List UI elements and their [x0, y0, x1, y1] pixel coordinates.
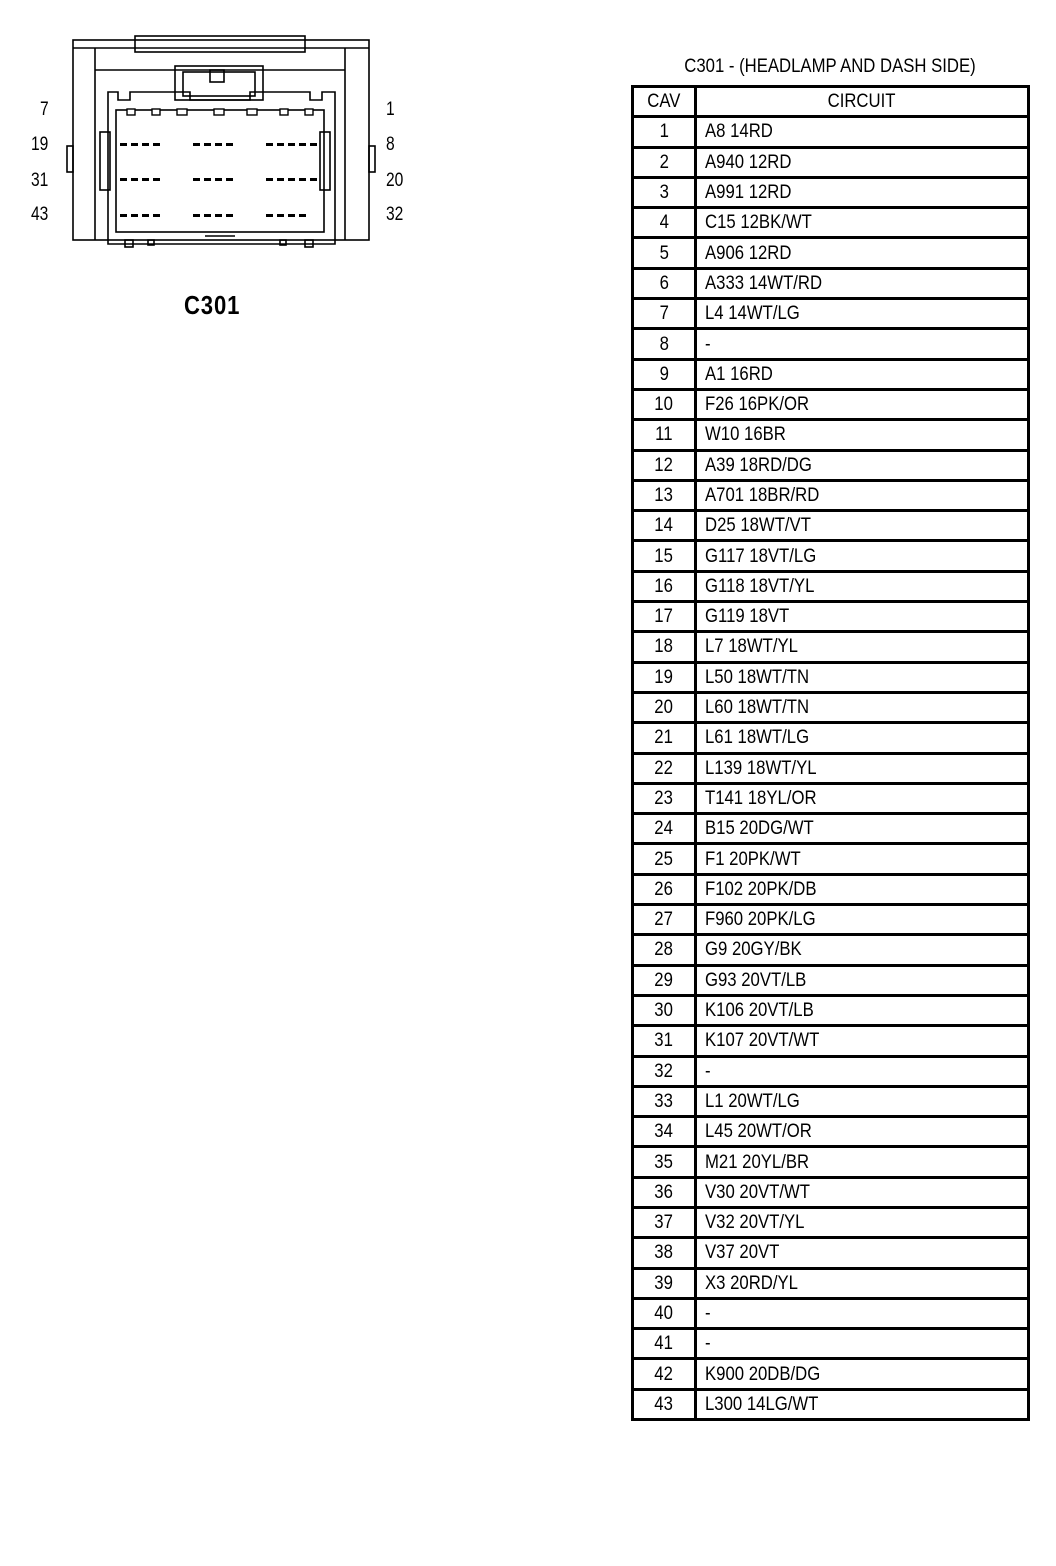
pin-label-left-2: 19 — [31, 134, 49, 155]
table-row — [633, 1238, 1029, 1268]
circuit-code: C15 12BK/WT — [705, 212, 812, 234]
circuit-code: X3 20RD/YL — [705, 1272, 798, 1294]
cav-cell — [633, 692, 696, 722]
cav-cell — [633, 874, 696, 904]
cav-number: 35 — [654, 1151, 674, 1173]
circuit-cell — [696, 783, 1029, 813]
table-row — [633, 602, 1029, 632]
circuit-cell — [696, 965, 1029, 995]
table-row — [633, 1086, 1029, 1116]
pin-label-right-4: 32 — [386, 204, 404, 225]
circuit-cell — [696, 1056, 1029, 1086]
cav-cell — [633, 1268, 696, 1298]
cav-cell — [633, 602, 696, 632]
circuit-code: F102 20PK/DB — [705, 878, 817, 900]
cav-cell — [633, 1207, 696, 1237]
cav-cell — [633, 359, 696, 389]
connector-name: C301 — [184, 290, 241, 320]
table-row — [633, 783, 1029, 813]
table-row — [633, 420, 1029, 450]
header-cav — [633, 87, 696, 117]
circuit-cell — [696, 1329, 1029, 1359]
circuit-code: L1 20WT/LG — [705, 1090, 800, 1112]
circuit-cell — [696, 662, 1029, 692]
circuit-cell — [696, 632, 1029, 662]
circuit-code: A1 16RD — [705, 363, 773, 385]
cav-number: 14 — [654, 515, 674, 537]
cav-cell — [633, 1026, 696, 1056]
circuit-code: B15 20DG/WT — [705, 818, 814, 840]
cav-cell — [633, 632, 696, 662]
circuit-code: A701 18BR/RD — [705, 485, 820, 506]
circuit-code: L139 18WT/YL — [705, 757, 817, 779]
cav-cell — [633, 450, 696, 480]
circuit-code: A333 14WT/RD — [705, 272, 823, 294]
table-row — [633, 935, 1029, 965]
table-row — [633, 753, 1029, 783]
cav-number: 8 — [659, 333, 669, 355]
table-body — [633, 117, 1029, 1420]
cav-number: 20 — [654, 697, 674, 719]
pin-label-right-1: 1 — [386, 99, 395, 120]
table-row — [633, 1177, 1029, 1207]
cav-number: 4 — [659, 212, 669, 234]
circuit-cell — [696, 1117, 1029, 1147]
table-row — [633, 1389, 1029, 1419]
circuit-cell — [696, 420, 1029, 450]
circuit-code: F1 20PK/WT — [705, 848, 801, 870]
circuit-code: - — [705, 333, 711, 355]
cav-number: 36 — [654, 1181, 674, 1203]
cav-number: 5 — [659, 242, 669, 264]
circuit-cell — [696, 602, 1029, 632]
circuit-code: - — [705, 1333, 711, 1355]
cav-cell — [633, 905, 696, 935]
circuit-cell — [696, 905, 1029, 935]
table-row — [633, 389, 1029, 419]
cav-cell — [633, 299, 696, 329]
circuit-code: V37 20VT — [705, 1242, 780, 1264]
cav-number: 6 — [659, 272, 669, 294]
cav-number: 41 — [654, 1333, 674, 1355]
circuit-cell — [696, 480, 1029, 510]
pin-label-right-2: 8 — [386, 134, 395, 155]
table-row — [633, 1329, 1029, 1359]
circuit-code: F26 16PK/OR — [705, 394, 810, 416]
circuit-cell — [696, 541, 1029, 571]
table-row — [633, 117, 1029, 147]
circuit-code: W10 16BR — [705, 424, 786, 446]
cav-cell — [633, 238, 696, 268]
cav-cell — [633, 723, 696, 753]
cav-cell — [633, 753, 696, 783]
cav-number: 25 — [654, 848, 674, 870]
circuit-cell — [696, 177, 1029, 207]
cav-number: 18 — [654, 636, 674, 658]
circuit-code: D25 18WT/VT — [705, 515, 811, 537]
circuit-cell — [696, 117, 1029, 147]
cav-number: 13 — [654, 485, 674, 506]
cav-number: 7 — [659, 303, 669, 325]
pinout-table — [631, 85, 1030, 1421]
cav-number: 15 — [654, 545, 674, 567]
cav-cell — [633, 814, 696, 844]
table-row — [633, 1147, 1029, 1177]
cav-cell — [633, 420, 696, 450]
circuit-code: V32 20VT/YL — [705, 1212, 805, 1234]
pin-label-left-3: 31 — [31, 170, 49, 191]
table-row — [633, 541, 1029, 571]
cav-number: 29 — [654, 969, 674, 991]
circuit-cell — [696, 1268, 1029, 1298]
circuit-code: - — [705, 1060, 711, 1082]
table-row — [633, 1117, 1029, 1147]
cav-cell — [633, 511, 696, 541]
header-cav-label: CAV — [647, 91, 681, 113]
table-row — [633, 1298, 1029, 1328]
cav-number: 28 — [654, 939, 674, 961]
circuit-cell — [696, 692, 1029, 722]
cav-cell — [633, 1117, 696, 1147]
header-circuit-label: CIRCUIT — [828, 91, 896, 113]
circuit-cell — [696, 299, 1029, 329]
cav-number: 31 — [654, 1030, 674, 1052]
circuit-cell — [696, 935, 1029, 965]
cav-cell — [633, 480, 696, 510]
cav-cell — [633, 1298, 696, 1328]
circuit-cell — [696, 1359, 1029, 1389]
table-row — [633, 995, 1029, 1025]
table-row — [633, 965, 1029, 995]
cav-cell — [633, 783, 696, 813]
circuit-code: - — [705, 1303, 711, 1325]
cav-number: 11 — [655, 424, 673, 446]
cav-cell — [633, 935, 696, 965]
table-row — [633, 1056, 1029, 1086]
cav-cell — [633, 177, 696, 207]
table-row — [633, 299, 1029, 329]
circuit-code: A906 12RD — [705, 242, 792, 264]
connector-diagram — [0, 0, 460, 340]
circuit-code: L61 18WT/LG — [705, 727, 810, 749]
header-circuit — [696, 87, 1029, 117]
cav-number: 33 — [654, 1090, 674, 1112]
cav-number: 1 — [659, 121, 669, 143]
circuit-cell — [696, 1389, 1029, 1419]
cav-number: 38 — [654, 1242, 674, 1264]
table-row — [633, 208, 1029, 238]
table-title: C301 - (HEADLAMP AND DASH SIDE) — [684, 56, 976, 77]
circuit-code: L60 18WT/TN — [705, 697, 810, 719]
cav-number: 24 — [654, 818, 674, 840]
circuit-code: L4 14WT/LG — [705, 303, 800, 325]
circuit-cell — [696, 814, 1029, 844]
table-row — [633, 511, 1029, 541]
circuit-cell — [696, 1147, 1029, 1177]
cav-number: 39 — [654, 1272, 674, 1294]
circuit-cell — [696, 147, 1029, 177]
table-header-row — [633, 87, 1029, 117]
circuit-cell — [696, 359, 1029, 389]
circuit-code: G9 20GY/BK — [705, 939, 802, 961]
circuit-code: A991 12RD — [705, 182, 792, 204]
cav-number: 40 — [654, 1303, 674, 1325]
table-row — [633, 632, 1029, 662]
cav-cell — [633, 1389, 696, 1419]
circuit-code: L7 18WT/YL — [705, 636, 798, 658]
circuit-cell — [696, 1298, 1029, 1328]
cav-number: 42 — [654, 1363, 674, 1385]
cav-cell — [633, 117, 696, 147]
cav-number: 43 — [654, 1393, 674, 1415]
circuit-cell — [696, 844, 1029, 874]
table-row — [633, 844, 1029, 874]
circuit-code: L50 18WT/TN — [705, 666, 810, 688]
circuit-cell — [696, 1238, 1029, 1268]
cav-number: 30 — [654, 1000, 674, 1022]
table-row — [633, 905, 1029, 935]
cav-cell — [633, 329, 696, 359]
circuit-cell — [696, 511, 1029, 541]
circuit-code: G118 18VT/YL — [705, 575, 815, 597]
circuit-code: G117 18VT/LG — [705, 545, 817, 567]
table-row — [633, 177, 1029, 207]
circuit-code: V30 20VT/WT — [705, 1181, 811, 1203]
circuit-code: G93 20VT/LB — [705, 969, 807, 991]
cav-number: 3 — [659, 182, 669, 204]
cav-cell — [633, 1177, 696, 1207]
table-row — [633, 692, 1029, 722]
circuit-cell — [696, 450, 1029, 480]
cav-cell — [633, 1086, 696, 1116]
cav-number: 37 — [654, 1212, 674, 1234]
cav-cell — [633, 662, 696, 692]
table-row — [633, 1359, 1029, 1389]
cav-cell — [633, 1359, 696, 1389]
table-row — [633, 359, 1029, 389]
cav-number: 32 — [654, 1060, 674, 1082]
cav-number: 12 — [654, 454, 674, 476]
cav-cell — [633, 995, 696, 1025]
cav-cell — [633, 147, 696, 177]
circuit-cell — [696, 268, 1029, 298]
circuit-cell — [696, 389, 1029, 419]
circuit-cell — [696, 753, 1029, 783]
circuit-cell — [696, 874, 1029, 904]
circuit-cell — [696, 329, 1029, 359]
circuit-code: L300 14LG/WT — [705, 1393, 819, 1415]
pin-label-right-3: 20 — [386, 170, 404, 191]
table-row — [633, 147, 1029, 177]
cav-number: 9 — [659, 363, 669, 385]
circuit-cell — [696, 723, 1029, 753]
circuit-code: T141 18YL/OR — [705, 787, 817, 809]
table-row — [633, 874, 1029, 904]
table-row — [633, 1207, 1029, 1237]
cav-number: 21 — [654, 727, 674, 749]
table-row — [633, 480, 1029, 510]
table-row — [633, 238, 1029, 268]
circuit-code: A8 14RD — [705, 121, 773, 143]
cav-cell — [633, 965, 696, 995]
circuit-code: K106 20VT/LB — [705, 1000, 814, 1022]
cav-cell — [633, 389, 696, 419]
cav-number: 22 — [654, 757, 674, 779]
pin-label-left-4: 43 — [31, 204, 49, 225]
circuit-cell — [696, 1177, 1029, 1207]
circuit-code: K107 20VT/WT — [705, 1030, 820, 1052]
table-row — [633, 723, 1029, 753]
table-row — [633, 329, 1029, 359]
cav-cell — [633, 571, 696, 601]
circuit-cell — [696, 995, 1029, 1025]
table-row — [633, 1026, 1029, 1056]
table-row — [633, 1268, 1029, 1298]
cav-cell — [633, 1329, 696, 1359]
cav-number: 2 — [659, 151, 669, 173]
pin-label-left-1: 7 — [40, 99, 49, 120]
circuit-code: M21 20YL/BR — [705, 1151, 810, 1173]
table-row — [633, 814, 1029, 844]
circuit-code: K900 20DB/DG — [705, 1363, 821, 1385]
circuit-cell — [696, 208, 1029, 238]
cav-number: 23 — [654, 787, 674, 809]
cav-cell — [633, 844, 696, 874]
circuit-cell — [696, 1207, 1029, 1237]
cav-cell — [633, 541, 696, 571]
circuit-cell — [696, 571, 1029, 601]
table-row — [633, 662, 1029, 692]
table-row — [633, 571, 1029, 601]
circuit-code: L45 20WT/OR — [705, 1121, 812, 1143]
circuit-cell — [696, 1086, 1029, 1116]
cav-number: 26 — [654, 878, 674, 900]
circuit-code: A940 12RD — [705, 151, 792, 173]
circuit-code: F960 20PK/LG — [705, 909, 816, 931]
cav-number: 16 — [654, 575, 674, 597]
table-row — [633, 450, 1029, 480]
table-row — [633, 268, 1029, 298]
cav-number: 27 — [654, 909, 674, 931]
circuit-code: A39 18RD/DG — [705, 454, 812, 476]
cav-number: 17 — [654, 606, 674, 628]
cav-cell — [633, 208, 696, 238]
cav-cell — [633, 1147, 696, 1177]
cav-number: 10 — [654, 394, 674, 416]
circuit-cell — [696, 1026, 1029, 1056]
cav-cell — [633, 268, 696, 298]
circuit-code: G119 18VT — [705, 606, 790, 628]
cav-cell — [633, 1056, 696, 1086]
cav-number: 34 — [654, 1121, 674, 1143]
cav-number: 19 — [654, 666, 674, 688]
cav-cell — [633, 1238, 696, 1268]
circuit-cell — [696, 238, 1029, 268]
